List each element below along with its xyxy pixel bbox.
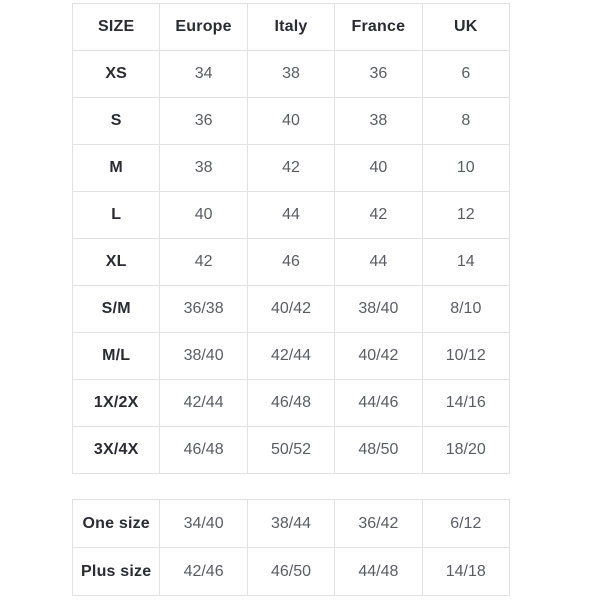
size-table-body bbox=[73, 51, 510, 474]
header-cell-size: SIZE bbox=[73, 4, 160, 51]
size-label-cell: XS bbox=[73, 51, 160, 98]
size-value-cell: 10 bbox=[422, 145, 509, 192]
size-value-cell: 42 bbox=[335, 192, 422, 239]
table-row bbox=[73, 239, 510, 286]
size-conversion-table bbox=[72, 3, 510, 474]
special-sizes-table bbox=[72, 499, 510, 596]
size-value-cell: 42/44 bbox=[160, 380, 247, 427]
size-value-cell: 42/46 bbox=[160, 548, 247, 596]
table-row bbox=[73, 51, 510, 98]
size-value-cell: 8 bbox=[422, 98, 509, 145]
size-value-cell: 36 bbox=[160, 98, 247, 145]
size-value-cell: 8/10 bbox=[422, 286, 509, 333]
size-value-cell: 46/48 bbox=[247, 380, 334, 427]
size-value-cell: 42 bbox=[247, 145, 334, 192]
size-label-cell: L bbox=[73, 192, 160, 239]
header-row bbox=[73, 4, 510, 51]
size-value-cell: 40/42 bbox=[335, 333, 422, 380]
size-value-cell: 12 bbox=[422, 192, 509, 239]
header-cell-italy: Italy bbox=[247, 4, 334, 51]
table-row bbox=[73, 427, 510, 474]
size-label-cell: XL bbox=[73, 239, 160, 286]
size-value-cell: 14/16 bbox=[422, 380, 509, 427]
size-label-cell: M bbox=[73, 145, 160, 192]
size-value-cell: 44/46 bbox=[335, 380, 422, 427]
size-label-cell: S bbox=[73, 98, 160, 145]
size-value-cell: 38 bbox=[247, 51, 334, 98]
special-sizes-table-body bbox=[73, 500, 510, 596]
size-value-cell: 42 bbox=[160, 239, 247, 286]
size-label-cell: 1X/2X bbox=[73, 380, 160, 427]
size-label-cell: One size bbox=[73, 500, 160, 548]
size-value-cell: 46 bbox=[247, 239, 334, 286]
table-row bbox=[73, 192, 510, 239]
size-table-header bbox=[73, 4, 510, 51]
size-value-cell: 50/52 bbox=[247, 427, 334, 474]
size-value-cell: 46/48 bbox=[160, 427, 247, 474]
table-row bbox=[73, 500, 510, 548]
size-value-cell: 38/40 bbox=[335, 286, 422, 333]
size-value-cell: 40 bbox=[247, 98, 334, 145]
table-row bbox=[73, 286, 510, 333]
size-value-cell: 44 bbox=[247, 192, 334, 239]
header-cell-france: France bbox=[335, 4, 422, 51]
size-value-cell: 34/40 bbox=[160, 500, 247, 548]
size-value-cell: 34 bbox=[160, 51, 247, 98]
size-value-cell: 44/48 bbox=[335, 548, 422, 596]
size-value-cell: 40 bbox=[160, 192, 247, 239]
size-value-cell: 14 bbox=[422, 239, 509, 286]
size-value-cell: 44 bbox=[335, 239, 422, 286]
size-label-cell: S/M bbox=[73, 286, 160, 333]
header-cell-uk: UK bbox=[422, 4, 509, 51]
table-row bbox=[73, 98, 510, 145]
size-value-cell: 6/12 bbox=[422, 500, 509, 548]
table-row bbox=[73, 548, 510, 596]
size-value-cell: 10/12 bbox=[422, 333, 509, 380]
header-cell-europe: Europe bbox=[160, 4, 247, 51]
table-row bbox=[73, 145, 510, 192]
size-value-cell: 36/42 bbox=[335, 500, 422, 548]
size-value-cell: 6 bbox=[422, 51, 509, 98]
table-row bbox=[73, 333, 510, 380]
size-value-cell: 48/50 bbox=[335, 427, 422, 474]
size-value-cell: 40 bbox=[335, 145, 422, 192]
size-value-cell: 38/40 bbox=[160, 333, 247, 380]
size-value-cell: 36 bbox=[335, 51, 422, 98]
size-value-cell: 38 bbox=[160, 145, 247, 192]
size-value-cell: 38 bbox=[335, 98, 422, 145]
size-label-cell: Plus size bbox=[73, 548, 160, 596]
size-value-cell: 40/42 bbox=[247, 286, 334, 333]
size-value-cell: 38/44 bbox=[247, 500, 334, 548]
size-value-cell: 42/44 bbox=[247, 333, 334, 380]
size-label-cell: M/L bbox=[73, 333, 160, 380]
table-row bbox=[73, 380, 510, 427]
size-label-cell: 3X/4X bbox=[73, 427, 160, 474]
size-value-cell: 18/20 bbox=[422, 427, 509, 474]
size-value-cell: 36/38 bbox=[160, 286, 247, 333]
size-value-cell: 14/18 bbox=[422, 548, 509, 596]
size-value-cell: 46/50 bbox=[247, 548, 334, 596]
